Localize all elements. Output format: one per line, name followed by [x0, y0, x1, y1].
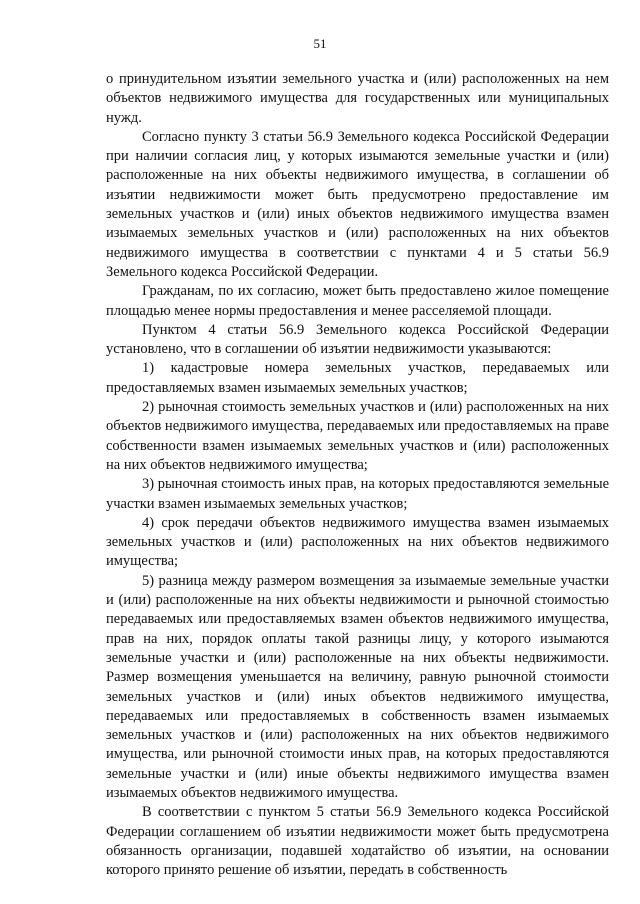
paragraph-clause-4: Пунктом 4 статьи 56.9 Земельного кодекса Российской Федерации установлено, что в соглашении об изъятии недвижимости указываются: — [106, 321, 609, 358]
paragraph-clause-5: В соответствии с пунктом 5 статьи 56.9 Земельного кодекса Российской Федерации соглашением об изъятии недвижимости может быть предусмотрена обязанность организации, подавшей ходатайство об изъятии, на основании которого принято решение об изъятии, передать в собственность — [106, 804, 609, 879]
paragraph-clause-3: Согласно пункту 3 статьи 56.9 Земельного кодекса Российской Федерации при наличии согласия лиц, у которых изымаются земельные участки и (или) расположенные на них объекты недвижимого имущества, в соглашении об изъятии недвижимости может быть предусмотрено предоставление им земельных участков и (или) иных объектов недвижимого имущества взамен изымаемых земельных участков и (или) расположенных на них объектов недвижимого имущества в соответствии с пунктами 4 и 5 статьи 56.9 Земельного кодекса Российской Федерации. — [106, 128, 609, 280]
paragraph-continuation: о принудительном изъятии земельного участка и (или) расположенных на нем объектов недвижимого имущества для государственных или муниципальных нужд. — [106, 71, 609, 126]
page-number: 51 — [313, 36, 327, 51]
list-item-3: 3) рыночная стоимость иных прав, на которых предоставляются земельные участки взамен изымаемых земельных участков; — [106, 476, 609, 512]
list-item-4: 4) срок передачи объектов недвижимого имущества взамен изымаемых земельных участков и (или) расположенных на них объектов недвижимого имущества; — [106, 514, 609, 570]
list-item-2: 2) рыночная стоимость земельных участков и (или) расположенных на них объектов недвижимого имущества, передаваемых или предоставляемых на праве собственности взамен изымаемых земельных участков и (или) расположенных на них объектов недвижимого имущества; — [106, 399, 609, 473]
paragraph-citizens: Гражданам, по их согласию, может быть предоставлено жилое помещение площадью менее нормы предоставления и менее расселяемой площади. — [106, 283, 609, 319]
list-item-5: 5) разница между размером возмещения за изымаемые земельные участки и (или) расположенные на них объекты недвижимости и рыночной стоимостью передаваемых или предоставляемых взамен объектов недвижимого имущества, прав на них, порядок оплаты такой разницы лицу, у которого изымаются земельные участки и (или) расположенные на них объекты недвижимости. Размер возмещения уменьшается на величину, равную рыночной стоимости земельных участков и (или) иных объектов недвижимого имущества, передаваемых или предоставляемых в собственность взамен изымаемых земельных участков и (или) расположенных на них объектов недвижимого имущества, или рыночной стоимости иных прав, на которых предоставляются земельные участки и (или) иные объекты недвижимого имущества взамен изымаемых объектов недвижимого имущества. — [106, 572, 609, 801]
document-body — [106, 70, 609, 880]
list-item-1: 1) кадастровые номера земельных участков, передаваемых или предоставляемых взамен изымаемых земельных участков; — [106, 360, 609, 396]
